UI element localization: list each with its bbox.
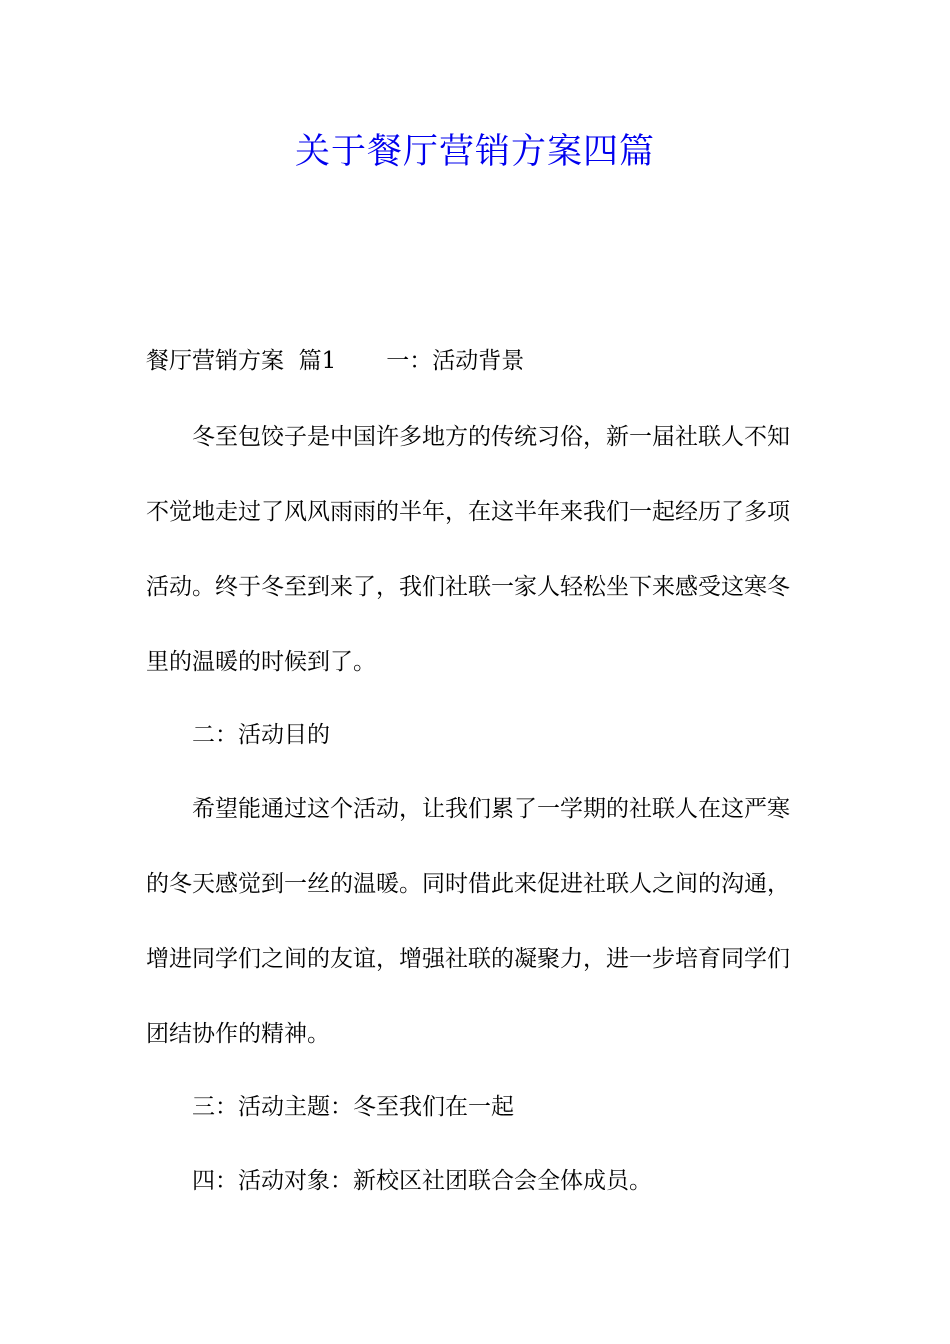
document-title: 关于餐厅营销方案四篇 xyxy=(294,132,655,172)
section-label: 餐厅营销方案 篇1 xyxy=(146,348,337,374)
paragraph-purpose: 希望能通过这个活动，让我们累了一学期的社联人在这严寒的冬天感觉到一丝的温暖。同时借此来促进社联人之间的沟通，增进同学们之间的友谊，增强社联的凝聚力，进一步培育同学们团结协作的精神。 xyxy=(146,796,790,1047)
paragraph-audience: 四：活动对象：新校区社团联合会全体成员。 xyxy=(192,1168,652,1194)
section-subheading: 一：活动背景 xyxy=(386,348,525,374)
paragraph-background: 冬至包饺子是中国许多地方的传统习俗，新一届社联人不知不觉地走过了风风雨雨的半年，在这半年来我们一起经历了多项活动。终于冬至到来了，我们社联一家人轻松坐下来感受这寒冬里的温暖的时候到了。 xyxy=(146,424,790,675)
paragraph-theme: 三：活动主题：冬至我们在一起 xyxy=(192,1094,514,1120)
section-heading xyxy=(146,344,810,378)
paragraph-purpose-heading: 二：活动目的 xyxy=(192,722,330,748)
